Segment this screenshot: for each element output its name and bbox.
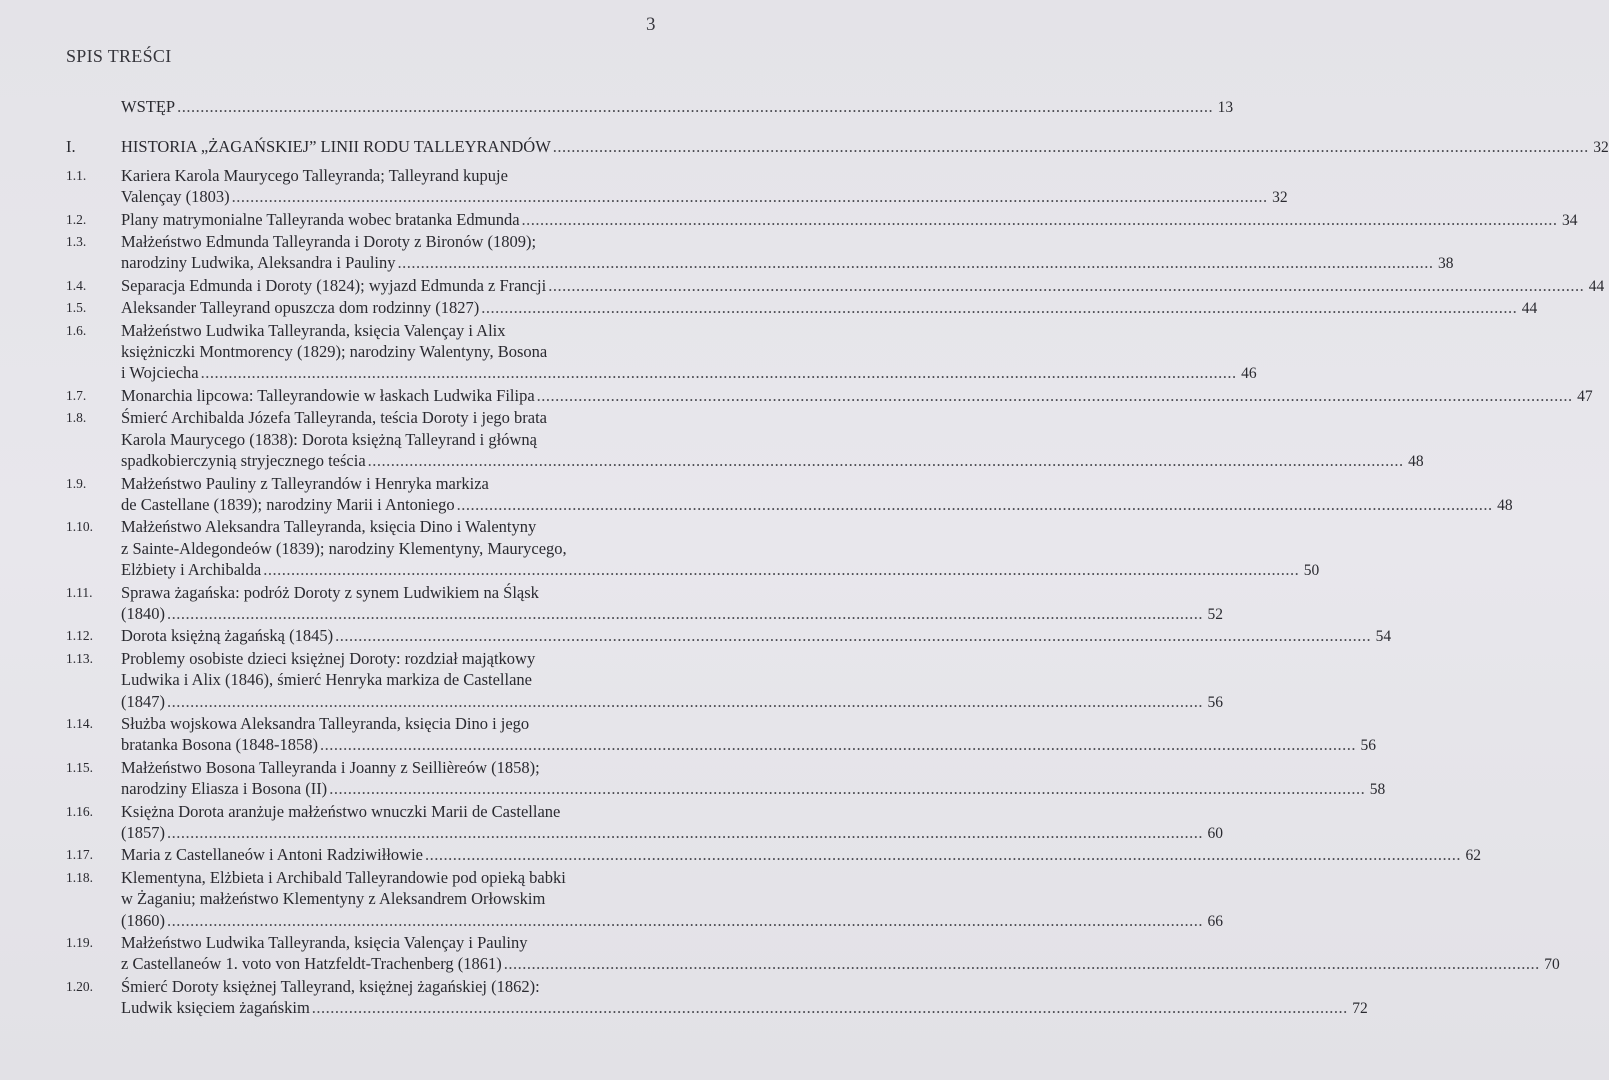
toc-entry-title-line: narodziny Eliasza i Bosona (II) — [121, 779, 328, 799]
toc-entry-number: 1.19. — [66, 935, 93, 951]
dot-leader — [548, 275, 1584, 296]
toc-entry-number: 1.10. — [66, 519, 93, 535]
toc-entry-number: 1.2. — [66, 211, 87, 227]
toc-entry-page: 44 — [1521, 300, 1538, 318]
toc-entry-page: 58 — [1369, 781, 1386, 799]
toc-entry-number: 1.14. — [66, 715, 93, 731]
dot-leader — [553, 136, 1589, 157]
toc-entry — [66, 385, 1593, 407]
dot-leader — [537, 385, 1573, 406]
toc-entry-page: 47 — [1577, 387, 1593, 405]
toc-entry-title-line: bratanka Bosona (1848-1858) — [121, 735, 319, 755]
toc-entry-title-line: Małżeństwo Pauliny z Talleyrandów i Henryka markiza — [121, 473, 489, 493]
toc-entry-title-line: (1840) — [121, 603, 165, 623]
toc-entry-title-line: Problemy osobiste dzieci księżnej Doroty: rozdział majątkowy — [121, 648, 536, 668]
toc-entry — [66, 757, 1386, 801]
toc-entry-title-line: Księżna Dorota aranżuje małżeństwo wnuczki Marii de Castellane — [121, 801, 561, 821]
toc-entry-title-line: WSTĘP — [121, 97, 176, 116]
toc-entry-page: 46 — [1241, 365, 1257, 383]
toc-entry-title-line: HISTORIA „ŻAGAŃSKIEJ” LINII RODU TALLEYRANDÓW — [121, 137, 551, 157]
toc-entry-page: 34 — [1562, 211, 1578, 229]
toc-entry — [66, 297, 1538, 319]
toc-entry-number: 1.15. — [66, 759, 93, 775]
dot-leader — [481, 297, 1517, 318]
toc-entry-title-line: Monarchia lipcowa: Talleyrandowie w łaskach Ludwika Filipa — [121, 385, 535, 405]
toc-entry-page: 38 — [1437, 255, 1454, 273]
toc-entry — [66, 275, 1605, 297]
toc-entry-number: 1.17. — [66, 847, 93, 863]
dot-leader — [167, 910, 1203, 931]
toc-entry-page: 60 — [1207, 825, 1223, 842]
toc-entry-title-line: z Sainte-Aldegondeów (1839); narodziny Klementyny, Maurycego, — [121, 538, 567, 558]
toc-entry-page: 48 — [1408, 453, 1424, 471]
toc-entry — [66, 165, 1288, 209]
dot-leader — [368, 450, 1404, 471]
toc-entry-page: 56 — [1360, 737, 1377, 755]
dot-leader — [335, 625, 1371, 646]
toc-entry-page: 72 — [1352, 1000, 1368, 1018]
toc-entry — [66, 932, 1560, 976]
toc-entry-page: 54 — [1375, 628, 1392, 646]
page-number: 3 — [646, 14, 656, 35]
toc-entry-title-line: Śmierć Doroty księżnej Talleyrand, księżnej żagańskiej (1862): — [121, 976, 540, 996]
dot-leader — [329, 778, 1365, 799]
toc-entry-title-line: (1860) — [121, 910, 165, 930]
toc-entry-title-line: Małżeństwo Aleksandra Talleyranda, księcia Dino i Walentyny — [121, 517, 537, 537]
toc-entry-title-line: Maria z Castellaneów i Antoni Radziwiłłowie — [121, 845, 423, 865]
toc-entry-title-line: Śmierć Archibalda Józefa Talleyranda, teścia Doroty i jego brata — [121, 408, 547, 428]
dot-leader — [504, 953, 1540, 974]
toc-entry-number: I. — [66, 137, 76, 157]
dot-leader — [201, 362, 1237, 383]
toc-entry-number: 1.6. — [66, 322, 87, 338]
toc-entry — [66, 976, 1368, 1020]
toc-title: SPIS TREŚCI — [66, 46, 172, 66]
toc-entry-number: 1.7. — [66, 387, 87, 403]
toc-entry-title-line: i Wojciecha — [121, 363, 199, 383]
dot-leader — [167, 691, 1203, 712]
toc-entry — [66, 713, 1377, 757]
toc-entry-number: 1.4. — [66, 277, 87, 293]
dot-leader — [167, 822, 1203, 843]
toc-entry-number: 1.1. — [66, 167, 87, 183]
dot-leader — [167, 603, 1203, 624]
toc-entry-page: 70 — [1544, 956, 1560, 974]
toc-entry-title-line: Ludwika i Alix (1846), śmierć Henryka markiza de Castellane — [121, 670, 532, 690]
dot-leader — [232, 186, 1268, 207]
toc-entry — [66, 625, 1392, 647]
dot-leader — [177, 96, 1213, 117]
toc-entry-title-line: Małżeństwo Bosona Talleyranda i Joanny z Seillièreów (1858); — [121, 757, 540, 777]
toc-entry-page: 52 — [1207, 605, 1223, 623]
toc-entry-number: 1.11. — [66, 584, 93, 600]
dot-leader — [397, 252, 1433, 273]
toc-entry-title-line: Elżbiety i Archibalda — [121, 560, 262, 580]
toc-entry-page: 62 — [1465, 847, 1481, 865]
toc-entry-page: 32 — [1593, 139, 1609, 157]
toc-entry-title-line: spadkobierczynią stryjecznego teścia — [121, 451, 366, 471]
toc-entry-title-line: w Żaganiu; małżeństwo Klementyny z Aleksandrem Orłowskim — [121, 889, 546, 909]
toc-entry-number: 1.8. — [66, 410, 87, 426]
toc-entry-title-line: Małżeństwo Edmunda Talleyranda i Doroty z Bironów (1809); — [121, 232, 537, 252]
toc-entry-title-line: Karola Maurycego (1838): Dorota księżną Talleyrand i główną — [121, 429, 537, 449]
toc-entry-number: 1.16. — [66, 803, 93, 819]
dot-leader — [425, 844, 1461, 865]
toc-entry-page: 48 — [1497, 496, 1513, 514]
toc-entry — [66, 582, 1223, 626]
toc-entry — [66, 648, 1223, 713]
dot-leader — [457, 494, 1493, 515]
toc-entry-title-line: Ludwik księciem żagańskim — [121, 998, 310, 1018]
toc-entry-title-line: Separacja Edmunda i Doroty (1824); wyjazd Edmunda z Francji — [121, 275, 547, 295]
toc-entry-title-line: Kariera Karola Maurycego Talleyranda; Talleyrand kupuje — [121, 165, 508, 185]
toc-entry-page: 32 — [1272, 189, 1288, 207]
toc-entry — [66, 320, 1257, 385]
table-of-contents — [66, 96, 1609, 1020]
toc-entry-title-line: z Castellaneów 1. voto von Hatzfeldt-Trachenberg (1861) — [121, 954, 502, 974]
toc-entry — [66, 473, 1513, 517]
toc-entry-title-line: Małżeństwo Ludwika Talleyranda, księcia Valençay i Alix — [121, 320, 506, 340]
toc-entry-number: 1.5. — [66, 300, 87, 316]
toc-entry — [66, 209, 1578, 231]
toc-entry-page: 13 — [1217, 99, 1234, 116]
toc-entry-number: 1.18. — [66, 869, 93, 885]
dot-leader — [522, 209, 1558, 230]
toc-entry — [66, 801, 1223, 845]
toc-entry — [66, 867, 1223, 932]
dot-leader — [263, 559, 1299, 580]
toc-entry-title-line: de Castellane (1839); narodziny Marii i Antoniego — [121, 494, 455, 514]
toc-entry-title-line: księżniczki Montmorency (1829); narodziny Walentyny, Bosona — [121, 342, 548, 362]
toc-entry-title-line: (1857) — [121, 823, 165, 842]
toc-entry — [66, 231, 1454, 275]
toc-entry — [66, 407, 1424, 472]
toc-entry — [66, 136, 1609, 158]
toc-entry — [66, 516, 1320, 581]
toc-entry-title-line: Valençay (1803) — [121, 187, 230, 207]
toc-entry-number: 1.20. — [66, 978, 93, 994]
dot-leader — [312, 997, 1348, 1018]
toc-entry-title-line: (1847) — [121, 691, 165, 711]
toc-entry-page: 66 — [1207, 912, 1223, 930]
toc-entry-number: 1.13. — [66, 650, 93, 666]
toc-entry-page: 56 — [1207, 693, 1223, 711]
toc-entry-title-line: Małżeństwo Ludwika Talleyranda, księcia Valençay i Pauliny — [121, 933, 528, 953]
toc-entry-title-line: Dorota księżną żagańską (1845) — [121, 626, 334, 646]
toc-entry-page: 50 — [1303, 562, 1320, 580]
toc-entry — [66, 844, 1481, 866]
toc-entry-title-line: Klementyna, Elżbieta i Archibald Talleyrandowie pod opieką babki — [121, 867, 566, 887]
toc-entry-number: 1.3. — [66, 234, 87, 250]
toc-entry-title-line: narodziny Ludwika, Aleksandra i Pauliny — [121, 253, 396, 273]
toc-entry-title-line: Aleksander Talleyrand opuszcza dom rodzinny (1827) — [121, 298, 480, 318]
toc-entry-page: 44 — [1588, 277, 1605, 295]
toc-entry-number: 1.12. — [66, 628, 93, 644]
toc-entry — [66, 96, 1234, 118]
dot-leader — [320, 734, 1356, 755]
toc-entry-title-line: Plany matrymonialne Talleyranda wobec bratanka Edmunda — [121, 209, 520, 229]
toc-entry-title-line: Sprawa żagańska: podróż Doroty z synem Ludwikiem na Śląsk — [121, 582, 539, 602]
toc-entry-number: 1.9. — [66, 475, 87, 491]
toc-entry-title-line: Służba wojskowa Aleksandra Talleyranda, księcia Dino i jego — [121, 713, 530, 733]
